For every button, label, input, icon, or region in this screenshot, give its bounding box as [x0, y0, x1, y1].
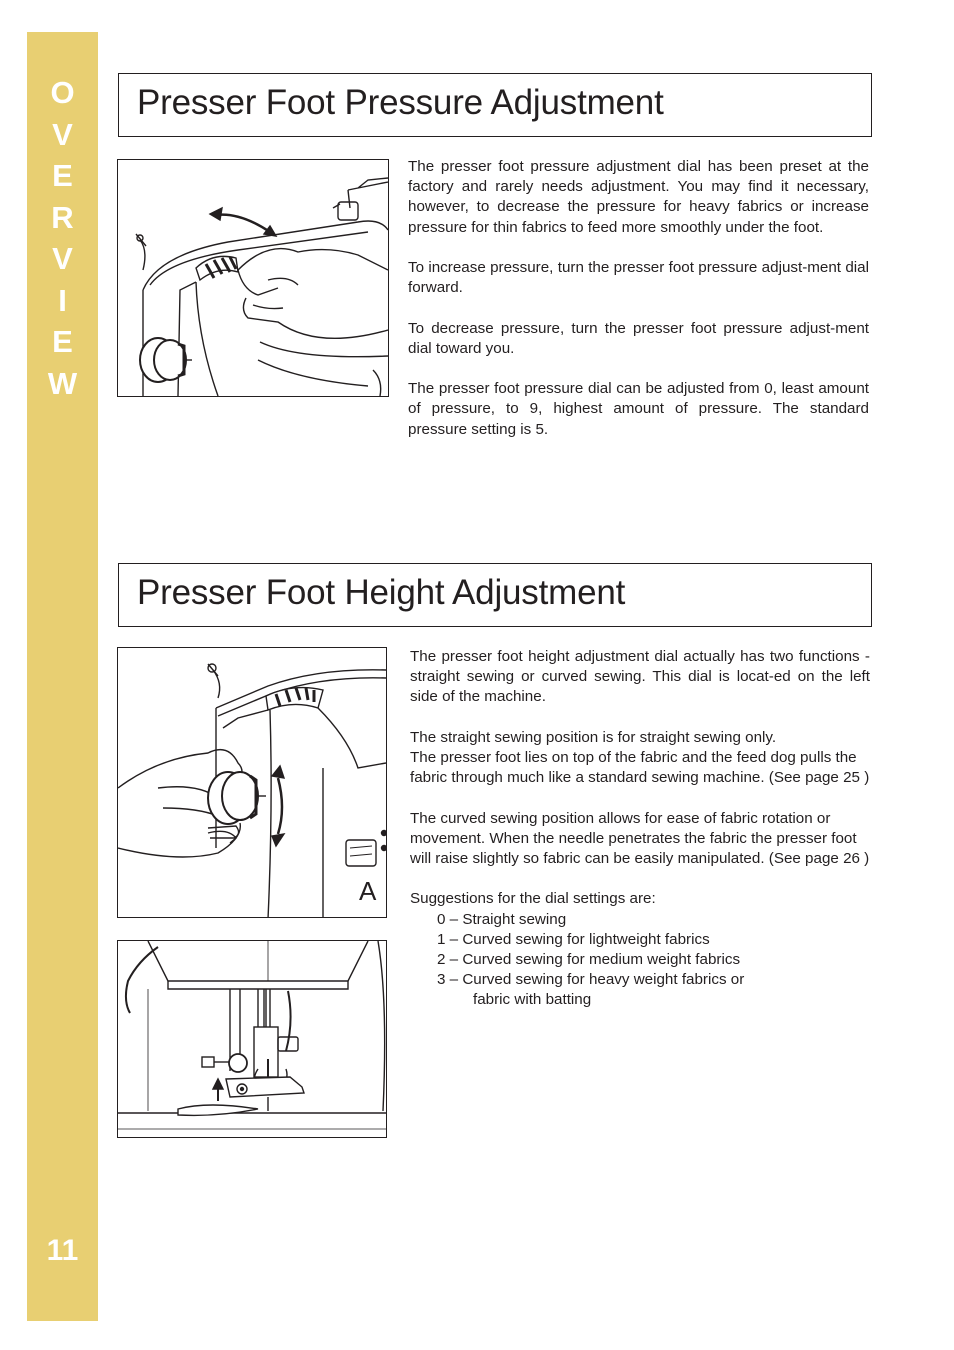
- sidebar-section-label: [27, 72, 98, 404]
- paragraph: The presser foot pressure dial can be adjusted from 0, least amount of pressure, to 9, highest amount of pressure. The standard pressure setting is 5.: [408, 380, 869, 438]
- paragraph: The presser foot lies on top of the fabric and the feed dog pulls the fabric through much like a standard sewing machine. (See page 25 ): [410, 749, 870, 787]
- pressure-text-column: [408, 157, 869, 440]
- sidebar-letter: V: [52, 116, 73, 152]
- presser-foot-illustration: [117, 940, 387, 1138]
- figure-label: A: [359, 876, 377, 906]
- sidebar-letter: I: [58, 282, 67, 318]
- section-title-box-height: [118, 563, 872, 627]
- sidebar-tab: [27, 32, 98, 1321]
- height-text-column: [410, 647, 870, 1011]
- section-title-pressure: Presser Foot Pressure Adjustment: [137, 83, 664, 122]
- sidebar-letter: W: [47, 365, 78, 401]
- list-item: 2 – Curved sewing for medium weight fabrics: [437, 951, 741, 968]
- sidebar-letter: R: [51, 199, 74, 235]
- paragraph: To increase pressure, turn the presser foot pressure adjust-ment dial forward.: [408, 259, 869, 297]
- list-item: 0 – Straight sewing: [437, 910, 567, 928]
- paragraph: The straight sewing position is for straight sewing only.: [410, 728, 777, 746]
- pressure-dial-illustration: [117, 159, 389, 397]
- paragraph: The presser foot pressure adjustment dial has been preset at the factory and rarely needs adjustment. You may find it necessary, however, to decrease the pressure for heavy fabrics or increase pressure for thin fabrics to feed more smoothly under the foot.: [408, 158, 869, 236]
- paragraph: The presser foot height adjustment dial actually has two functions - straight sewing or curved sewing. This dial is locat-ed on the left side of the machine.: [410, 648, 870, 706]
- list-item: 1 – Curved sewing for lightweight fabrics: [437, 930, 710, 948]
- sidebar-letter: E: [52, 324, 73, 359]
- height-dial-illustration: [117, 647, 387, 918]
- sidebar-letter: E: [52, 158, 73, 193]
- paragraph: To decrease pressure, turn the presser foot pressure adjust-ment dial toward you.: [408, 319, 869, 357]
- list-item-continuation: fabric with batting: [473, 991, 592, 1009]
- paragraph: Suggestions for the dial settings are:: [410, 890, 656, 908]
- section-title-height: Presser Foot Height Adjustment: [137, 573, 626, 612]
- list-item: 3 – Curved sewing for heavy weight fabrics or: [437, 971, 745, 989]
- section-title-box-pressure: [118, 73, 872, 137]
- page-number: 11: [46, 1234, 79, 1267]
- paragraph: The curved sewing position allows for ease of fabric rotation or movement. When the needle penetrates the fabric the presser foot will raise slightly so fabric can be easily manipulated. (See page 26 ): [410, 809, 870, 867]
- sidebar-letter: O: [50, 75, 75, 110]
- sidebar-letter: V: [52, 241, 73, 276]
